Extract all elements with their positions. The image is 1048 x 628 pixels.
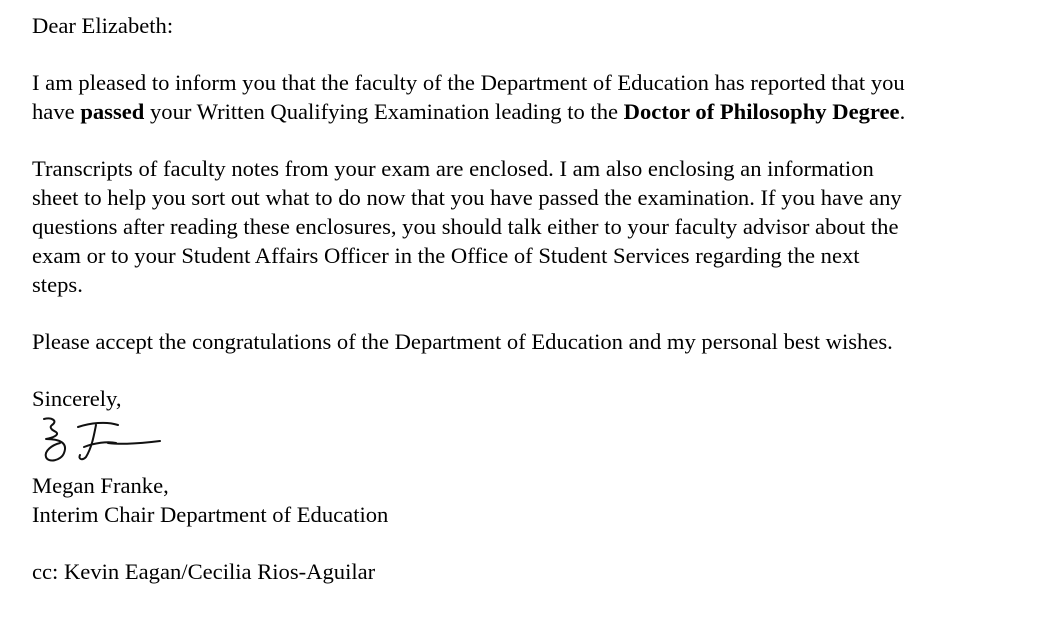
cc-line: cc: Kevin Eagan/Cecilia Rios-Aguilar — [32, 559, 376, 584]
paragraph-2 — [32, 154, 1032, 299]
bold-degree: Doctor of Philosophy Degree — [623, 99, 900, 124]
paragraph-2-line: questions after reading these enclosures, you should talk either to your faculty advisor about the — [32, 214, 899, 239]
bold-passed: passed — [80, 99, 145, 124]
paragraph-1-line-1: I am pleased to inform you that the faculty of the Department of Education has reported that you — [32, 70, 905, 95]
paragraph-2-line: steps. — [32, 272, 83, 297]
signer-title: Interim Chair Department of Education — [32, 502, 389, 527]
text-run: your Written Qualifying Examination leading to the — [144, 99, 624, 124]
paragraph-3: Please accept the congratulations of the Department of Education and my personal best wishes. — [32, 329, 893, 354]
signature-image — [34, 413, 174, 471]
signer-name: Megan Franke, — [32, 473, 169, 498]
salutation: Dear Elizabeth: — [32, 13, 174, 38]
closing: Sincerely, — [32, 386, 122, 411]
paragraph-2-line: sheet to help you sort out what to do now that you have passed the examination. If you have any — [32, 185, 902, 210]
paragraph-1-line-2 — [32, 97, 1032, 126]
text-run: . — [899, 99, 906, 124]
paragraph-2-line: exam or to your Student Affairs Officer in the Office of Student Services regarding the next — [32, 243, 860, 268]
paragraph-1 — [32, 68, 1032, 126]
text-run: have — [32, 99, 81, 124]
letter-body — [32, 11, 1032, 586]
paragraph-2-line: Transcripts of faculty notes from your exam are enclosed. I am also enclosing an information — [32, 156, 874, 181]
